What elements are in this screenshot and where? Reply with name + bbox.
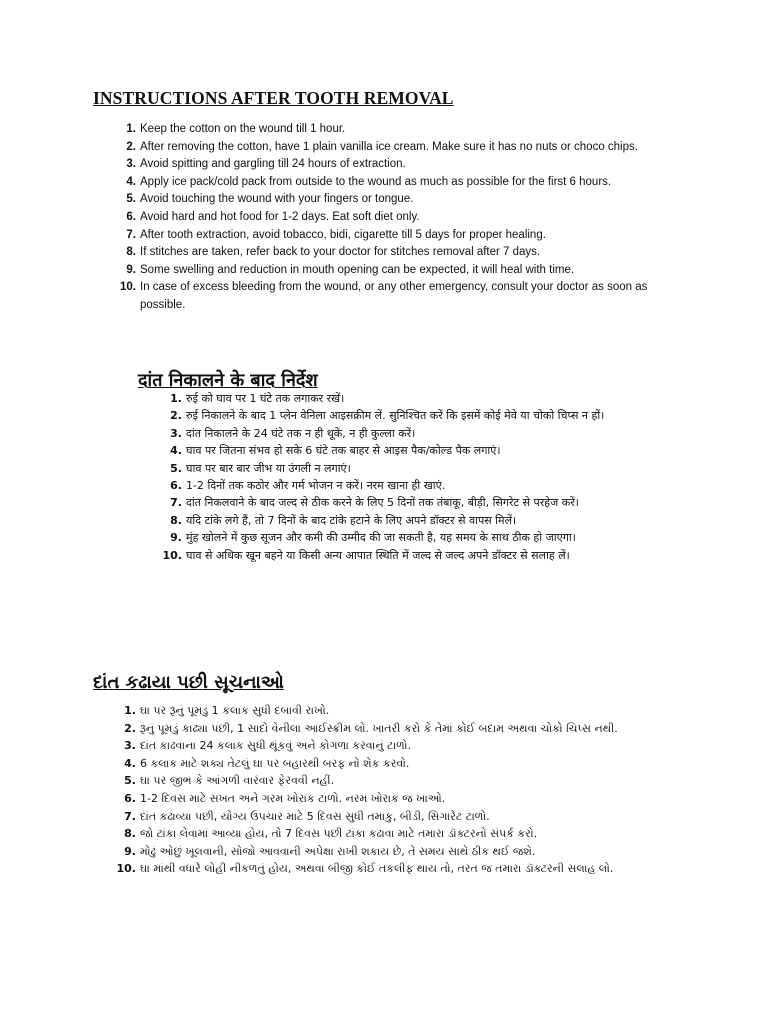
item-number: 7. (124, 809, 136, 823)
item-number: 6. (124, 791, 136, 805)
item-number: 9. (124, 844, 136, 858)
list-item (116, 191, 676, 209)
item-number: 9. (126, 263, 136, 276)
list-item (116, 262, 676, 280)
list-item (116, 755, 686, 773)
item-text: दांत निकालने के 24 घंटे तक न ही थूकें, न ही कुल्ला करें। (186, 426, 416, 440)
list-item (116, 209, 676, 227)
item-text: दांत निकलवाने के बाद जल्द से ठीक करने के लिए 5 दिनों तक तंबाकू, बीड़ी, सिगरेट से परहेज करें। (186, 496, 579, 510)
item-text: ઘા પર જીભ કે આંગળી વારંવાર ફેરવવી નહીં. (140, 774, 335, 788)
list-item (116, 139, 676, 157)
list-item (116, 720, 686, 738)
list-item (162, 407, 682, 424)
item-number: 2. (126, 140, 136, 153)
item-text: रुई निकालने के बाद 1 प्लेन वेनिला आइसक्रीम लें. सुनिश्चित करें कि इसमें कोई मेवे या चोको चिप्स न हों। (186, 409, 605, 423)
list-item (162, 494, 682, 511)
list-item (116, 279, 676, 314)
item-text: In case of excess bleeding from the wound, or any other emergency, consult your doctor as soon as possible. (140, 281, 648, 311)
list-item (116, 808, 686, 826)
item-text: દાંત કઢાવ્યા પછી, યોગ્ય ઉપચાર માટે 5 દિવસ સુધી તમાકુ, બીડી, સિગારેટ ટાળો. (140, 809, 490, 823)
item-text: यदि टांके लगे हैं, तो 7 दिनों के बाद टांके हटाने के लिए अपने डॉक्टर से वापस मिलें। (186, 513, 517, 527)
item-number: 1. (126, 123, 136, 135)
gujarati-title: દાંત કઢાયા પછી સૂચનાઓ (93, 672, 284, 693)
list-item (162, 529, 682, 546)
item-number: 3. (124, 739, 136, 753)
gujarati-instructions-list (116, 702, 686, 878)
item-number: 4. (170, 444, 182, 458)
list-item (116, 772, 686, 790)
list-item (116, 860, 686, 878)
item-number: 7. (126, 228, 136, 241)
item-number: 10. (162, 548, 182, 562)
item-number: 3. (126, 158, 136, 171)
list-item (116, 737, 686, 755)
item-number: 8. (126, 246, 136, 259)
item-number: 1. (170, 392, 182, 405)
list-item (116, 174, 676, 192)
item-text: જો ટાંકા લેવામાં આવ્યા હોય, તો 7 દિવસ પછી ટાંકા કઢાવા માટે તમારા ડૉક્ટરનો સંપર્ક કરો. (140, 827, 538, 841)
list-item (162, 512, 682, 529)
item-number: 2. (170, 409, 182, 423)
item-text: After tooth extraction, avoid tobacco, bidi, cigarette till 5 days for proper healing. (140, 228, 546, 241)
item-number: 5. (170, 461, 182, 475)
list-item (116, 121, 676, 139)
item-text: घाव पर जितना संभव हो सके 6 घंटे तक बाहर से आइस पैक/कोल्ड पैक लगाएं। (186, 444, 501, 458)
list-item (162, 477, 682, 494)
hindi-instructions-list (162, 390, 682, 564)
item-number: 10. (120, 281, 136, 294)
item-number: 9. (170, 531, 182, 545)
item-number: 3. (170, 426, 182, 440)
list-item (116, 843, 686, 861)
item-number: 6. (126, 210, 136, 223)
item-number: 7. (170, 496, 182, 510)
item-text: Some swelling and reduction in mouth opening can be expected, it will heal with time. (140, 263, 575, 276)
list-item (162, 390, 682, 407)
item-text: 6 કલાક માટે શક્ય તેટલું ઘા પર બહારથી બરફ નો શેક કરવો. (140, 756, 410, 770)
list-item (116, 825, 686, 843)
item-text: रुई को घाव पर 1 घंटे तक लगाकर रखें। (186, 392, 345, 405)
item-number: 10. (116, 862, 136, 876)
item-number: 5. (126, 193, 136, 206)
item-text: 1-2 દિવસ માટે સખત અને ગરમ ખોરાક ટાળો. નરમ ખોરાક જ ખાઓ. (140, 791, 446, 805)
english-instructions-list (116, 121, 676, 315)
list-item (162, 425, 682, 442)
item-number: 4. (124, 756, 136, 770)
item-text: 1-2 दिनों तक कठोर और गर्म भोजन न करें। नरम खाना ही खाएं. (186, 479, 446, 493)
list-item (116, 702, 686, 720)
item-text: Avoid hard and hot food for 1-2 days. Eat soft diet only. (140, 210, 420, 223)
list-item (162, 460, 682, 477)
item-text: After removing the cotton, have 1 plain vanilla ice cream. Make sure it has no nuts or choco chips. (140, 140, 638, 153)
english-title: INSTRUCTIONS AFTER TOOTH REMOVAL (93, 88, 454, 108)
list-item (116, 790, 686, 808)
item-text: Avoid spitting and gargling till 24 hours of extraction. (140, 158, 406, 171)
item-text: घाव पर बार बार जीभ या उंगली न लगाएं। (186, 461, 351, 475)
item-number: 1. (124, 704, 136, 717)
item-number: 2. (124, 721, 136, 735)
item-text: ઘા પર રૂનું પૂમડું 1 કલાક સુધી દબાવી રાખો. (140, 704, 330, 717)
list-item (116, 156, 676, 174)
item-number: 5. (124, 774, 136, 788)
list-item (116, 227, 676, 245)
item-number: 8. (124, 827, 136, 841)
item-number: 6. (170, 479, 182, 493)
list-item (162, 442, 682, 459)
item-text: રૂનું પૂમડું કાઢ્યા પછી, 1 સાદો વેનીલા આઈસ્ક્રીમ લો. ખાતરી કરો કે તેમાં કોઈ બદામ અથવા ચોકો ચિપ્સ નથી. (140, 721, 618, 735)
item-number: 4. (126, 175, 136, 188)
hindi-title: दांत निकालने के बाद निर्देश (138, 370, 318, 391)
item-text: मुंह खोलने में कुछ सूजन और कमी की उम्मीद की जा सकती है, यह समय के साथ ठीक हो जाएगा। (186, 531, 576, 545)
list-item (162, 547, 682, 564)
list-item (116, 244, 676, 262)
item-text: Avoid touching the wound with your fingers or tongue. (140, 193, 414, 206)
item-number: 8. (170, 513, 182, 527)
item-text: દાંત કાઢવાના 24 કલાક સુધી થૂંકવું અને કોગળા કરવાનું ટાળો. (140, 739, 411, 753)
item-text: Keep the cotton on the wound till 1 hour. (140, 123, 346, 135)
item-text: મોઢું ઓછું ખૂલવાની, સોજો આવવાની અપેક્ષા રાખી શકાય છે, તે સમય સાથે ઠીક થઈ જશે. (140, 844, 536, 858)
item-text: If stitches are taken, refer back to your doctor for stitches removal after 7 days. (140, 246, 541, 259)
item-text: ઘા માંથી વધારે લોહી નીકળતું હોય, અથવા બીજી કોઈ તકલીફ થાય તો, તરત જ તમારા ડૉક્ટરની સલાહ લો. (140, 862, 614, 876)
item-text: घाव से अधिक खून बहने या किसी अन्य आपात स्थिति में जल्द से जल्द अपने डॉक्टर से सलाह लें। (186, 548, 570, 562)
item-text: Apply ice pack/cold pack from outside to the wound as much as possible for the first 6 hours. (140, 175, 612, 188)
